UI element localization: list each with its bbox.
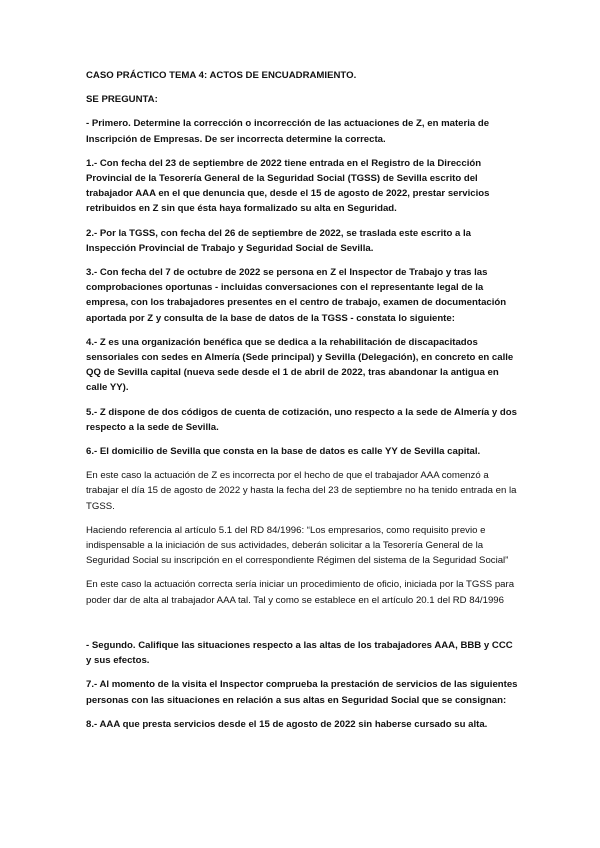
fact-3: 3.- Con fecha del 7 de octubre de 2022 se persona en Z el Inspector de Trabajo y tras las comprobaciones oportunas - incluidas conversaciones con el representante legal de la empresa, con los trabajadores presentes en el centro de trabajo, examen de documentación aportada por Z y consulta de la base de datos de la TGSS - constata lo siguiente: (86, 267, 507, 324)
fact-1: 1.- Con fecha del 23 de septiembre de 2022 tiene entrada en el Registro de la Dirección Provincial de la Tesorería General de la Seguridad Social (TGSS) de Sevilla escrito del trabajador AAA en el que denuncia que, desde el 15 de agosto de 2022, prestar servicios retribuidos en Z sin que ésta haya formalizado su alta en Seguridad. (86, 157, 490, 215)
document-title: CASO PRÁCTICO TEMA 4: ACTOS DE ENCUADRAMIENTO. (86, 70, 357, 81)
fact-8: 8.- AAA que presta servicios desde el 15 de agosto de 2022 sin haberse cursado su alta. (86, 718, 488, 730)
fact-2: 2.- Por la TGSS, con fecha del 26 de septiembre de 2022, se traslada este escrito a la Inspección Provincial de Trabajo y Seguridad Social de Sevilla. (86, 227, 471, 254)
fact-6: 6.- El domicilio de Sevilla que consta en la base de datos es calle YY de Sevilla capital. (86, 446, 481, 458)
question-second: - Segundo. Califique las situaciones respecto a las altas de los trabajadores AAA, BBB y CCC y sus efectos. (86, 639, 513, 667)
fact-5: 5.- Z dispone de dos códigos de cuenta de cotización, uno respecto a la sede de Almería y dos respecto a la sede de Sevilla. (86, 406, 517, 433)
fact-7: 7.- Al momento de la visita el Inspector comprueba la prestación de servicios de las siguientes personas con las situaciones en relación a sus altas en Seguridad Social que se consignan: (86, 679, 518, 706)
answer-paragraph: Haciendo referencia al artículo 5.1 del RD 84/1996: “Los empresarios, como requisito previo e indispensable a la iniciación de sus actividades, deberán solicitar a la Tesorería General de la Seguridad Social su inscripción en el correspondiente Régimen del sistema de la Seguridad Social” (86, 524, 509, 567)
answer-paragraph: En este caso la actuación correcta sería iniciar un procedimiento de oficio, iniciada por la TGSS para poder dar de alta al trabajador AAA tal. Tal y como se establece en el artículo 20.1 del RD 84/1996 (86, 579, 515, 606)
question-first: - Primero. Determine la corrección o incorrección de las actuaciones de Z, en materia de Inscripción de Empresas. De ser incorrecta determine la correcta. (86, 118, 490, 145)
section-heading: SE PREGUNTA: (86, 94, 158, 106)
fact-4: 4.- Z es una organización benéfica que se dedica a la rehabilitación de discapacitados sensoriales con sedes en Almería (Sede principal) y Sevilla (Delegación), en concreto en calle QQ de Sevilla capital (nueva sede desde el 1 de abril de 2022, tras abandonar la antigua en calle YY). (86, 336, 514, 394)
answer-paragraph: En este caso la actuación de Z es incorrecta por el hecho de que el trabajador AAA comenzó a trabajar el día 15 de agosto de 2022 y hasta la fecha del 23 de septiembre no ha tenido entrada en la TGSS. (86, 470, 517, 512)
